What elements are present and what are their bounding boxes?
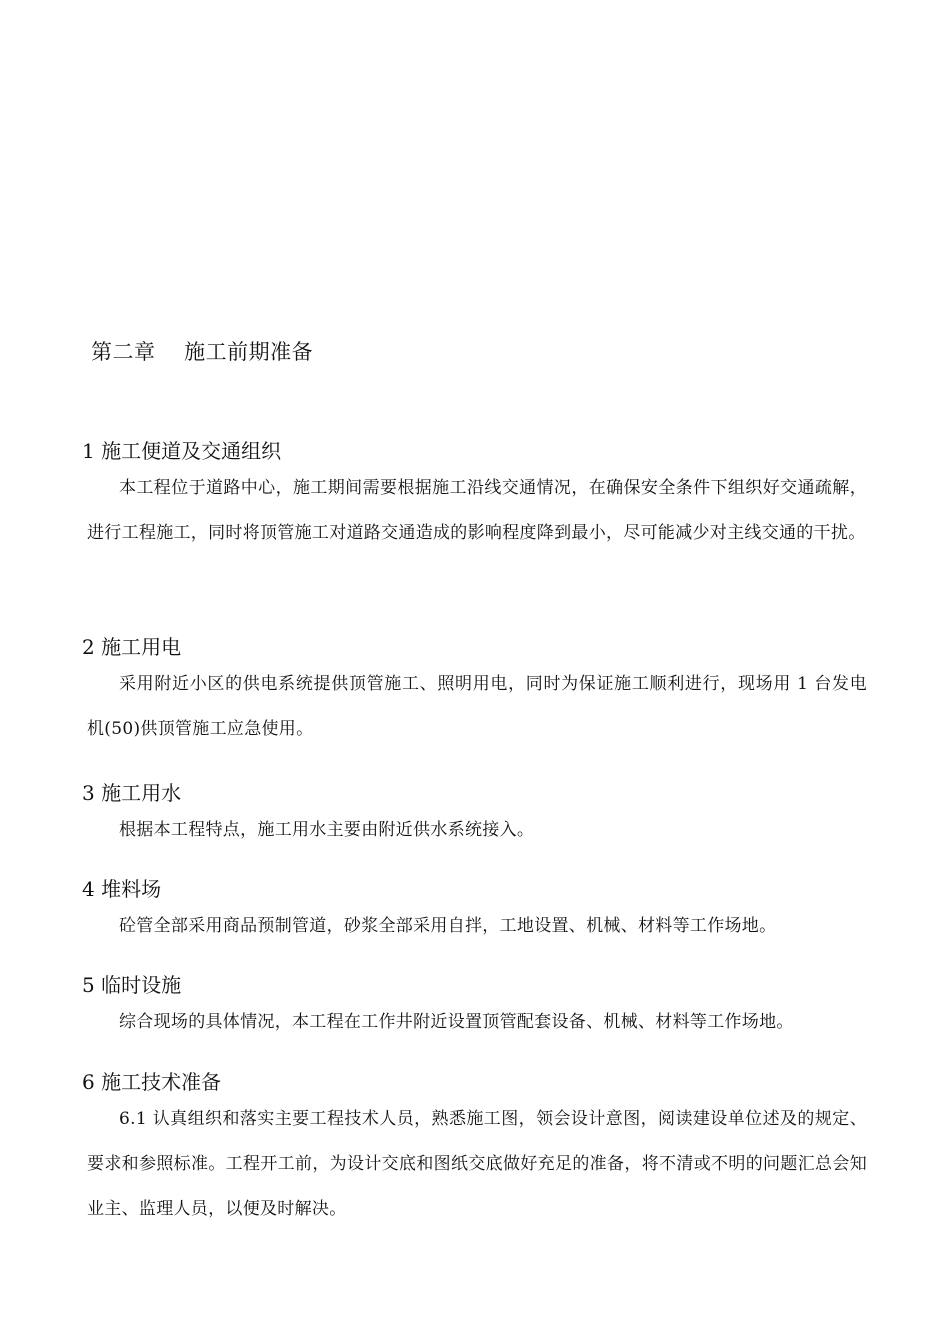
section-paragraph: 本工程位于道路中心，施工期间需要根据施工沿线交通情况，在确保安全条件下组织好交通疏解，进行工程施工，同时将顶管施工对道路交通造成的影响程度降到最小，尽可能减少对主线交通的干扰。 <box>87 478 867 543</box>
section-heading: 1 施工便道及交通组织 <box>82 439 282 463</box>
section-temporary-facilities <box>82 970 872 1045</box>
section-heading: 5 临时设施 <box>82 973 182 997</box>
section-heading: 6 施工技术准备 <box>82 1070 222 1094</box>
section-technical-preparation <box>82 1067 872 1232</box>
section-stockyard <box>82 874 872 949</box>
section-heading: 3 施工用水 <box>82 781 182 805</box>
section-heading: 4 堆料场 <box>82 877 162 901</box>
section-paragraph: 6.1 认真组织和落实主要工程技术人员，熟悉施工图，领会设计意图，阅读建设单位述及的规定、要求和参照标准。工程开工前，为设计交底和图纸交底做好充足的准备，将不清或不明的问题汇总会知业主、监理人员，以便及时解决。 <box>87 1109 867 1219</box>
chapter-title: 第二章 施工前期准备 <box>91 340 314 364</box>
section-paragraph: 综合现场的具体情况，本工程在工作井附近设置顶管配套设备、机械、材料等工作场地。 <box>119 1012 794 1032</box>
section-power <box>82 632 872 752</box>
section-paragraph: 砼管全部采用商品预制管道，砂浆全部采用自拌，工地设置、机械、材料等工作场地。 <box>119 916 777 936</box>
section-traffic <box>82 436 872 556</box>
section-water <box>82 778 872 853</box>
section-paragraph: 根据本工程特点，施工用水主要由附近供水系统接入。 <box>119 820 535 840</box>
section-heading: 2 施工用电 <box>82 635 182 659</box>
section-paragraph: 采用附近小区的供电系统提供顶管施工、照明用电，同时为保证施工顺利进行，现场用 1 台发电机(50)供顶管施工应急使用。 <box>87 674 867 739</box>
